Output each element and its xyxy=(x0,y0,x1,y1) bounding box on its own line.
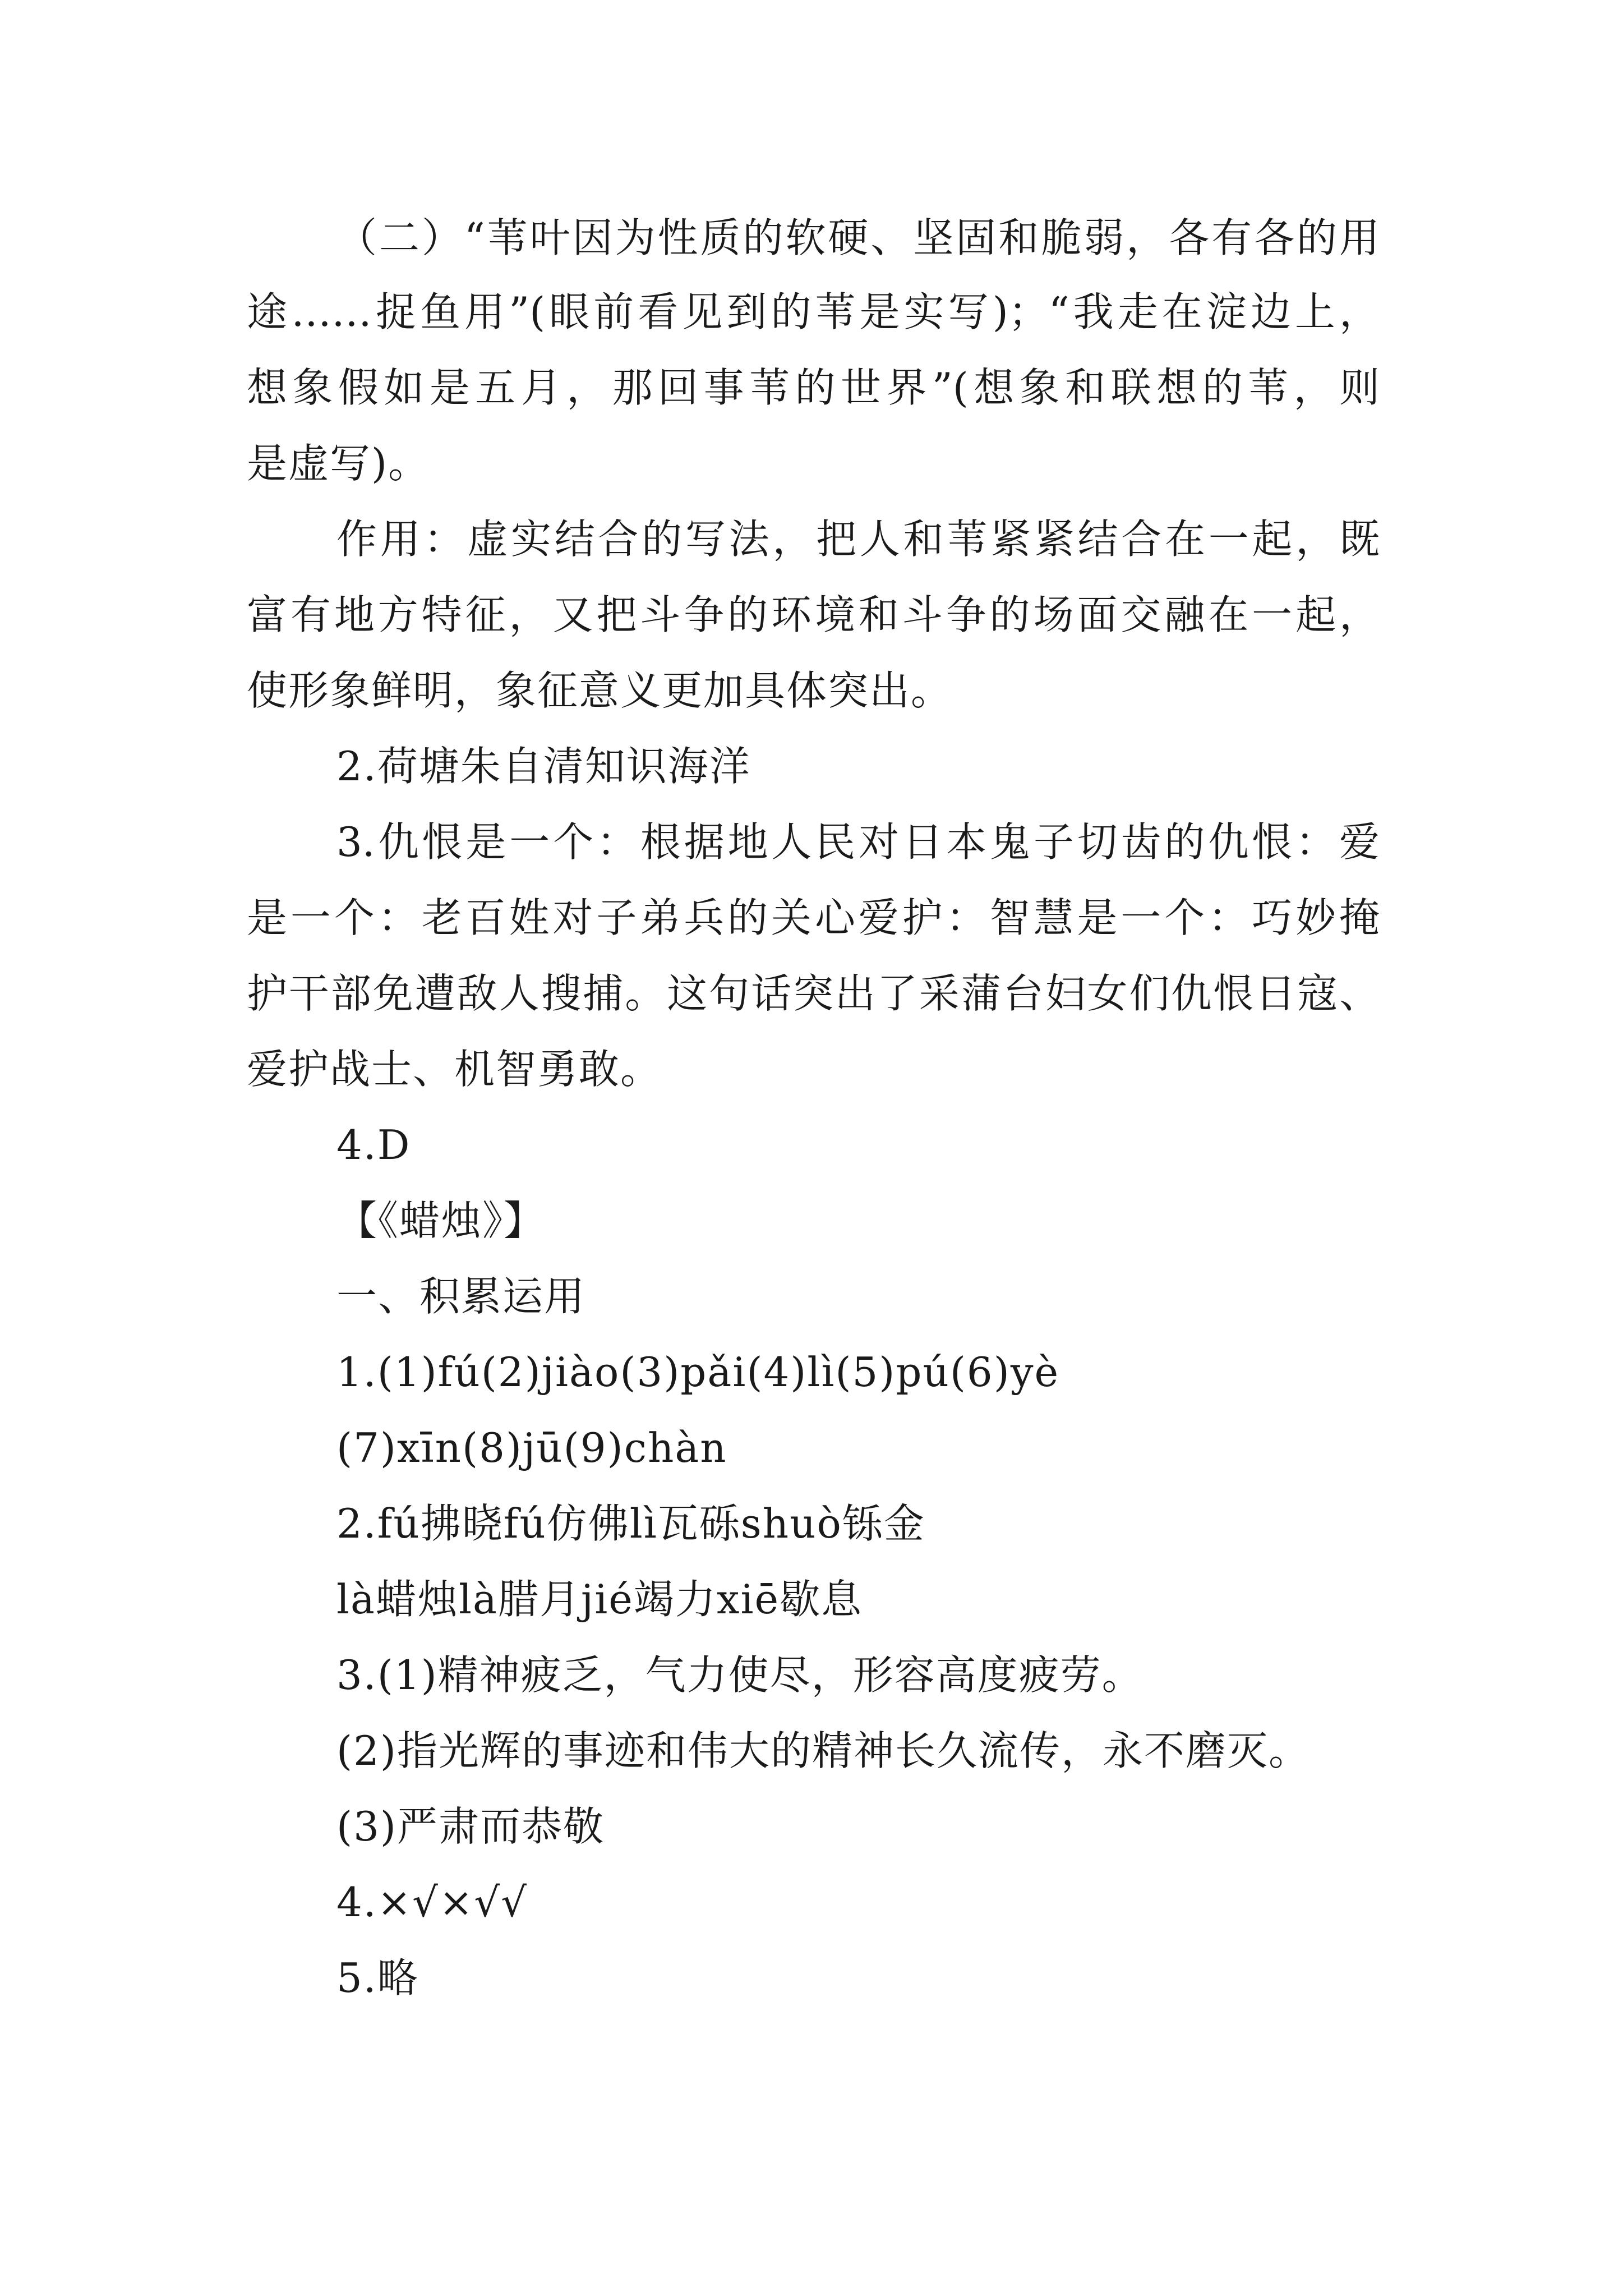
answer-3-line-4: 爱护战士、机智勇敢。 xyxy=(247,1046,662,1093)
effect-line-1: 作用：虚实结合的写法，把人和苇紧紧结合在一起，既 xyxy=(336,516,1380,563)
definition-answer-2: (2)指光辉的事迹和伟大的精神长久流传，永不磨灭。 xyxy=(336,1727,1310,1774)
section-title-candle: 【《蜡烛》】 xyxy=(336,1197,546,1244)
pinyin-answer-line-1: 1.(1)fú(2)jiào(3)pǎi(4)lì(5)pú(6)yè xyxy=(336,1349,1060,1396)
section-heading-accumulation: 一、积累运用 xyxy=(336,1273,586,1320)
answer-2: 2.荷塘朱自清知识海洋 xyxy=(336,743,751,790)
answer-4: 4.D xyxy=(336,1121,411,1168)
paragraph-2-line-1: （二）“苇叶因为性质的软硬、坚固和脆弱，各有各的用 xyxy=(336,214,1380,261)
definition-answer-1: 3.(1)精神疲乏，气力使尽，形容高度疲劳。 xyxy=(336,1651,1144,1699)
answer-3-line-3: 护干部免遭敌人搜捕。这句话突出了采蒲台妇女们仇恨日寇、 xyxy=(247,970,1380,1017)
paragraph-2-line-2: 途……捉鱼用”(眼前看见到的苇是实写)；“我走在淀边上， xyxy=(247,288,1380,335)
homophone-answer-line-2: là蜡烛là腊月jié竭力xiē歇息 xyxy=(336,1576,863,1623)
definition-answer-3: (3)严肃而恭敬 xyxy=(336,1803,605,1850)
paragraph-2-line-3: 想象假如是五月，那回事苇的世界”(想象和联想的苇，则 xyxy=(247,364,1380,411)
answer-3-line-2: 是一个：老百姓对子弟兵的关心爱护：智慧是一个：巧妙掩 xyxy=(247,894,1380,941)
true-false-answer: 4.×√×√√ xyxy=(336,1879,528,1926)
answer-3-line-1: 3.仇恨是一个：根据地人民对日本鬼子切齿的仇恨：爱 xyxy=(336,818,1380,866)
pinyin-answer-line-2: (7)xīn(8)jū(9)chàn xyxy=(336,1424,727,1471)
paragraph-2-line-4: 是虚写)。 xyxy=(247,440,430,487)
effect-line-3: 使形象鲜明，象征意义更加具体突出。 xyxy=(247,667,953,714)
homophone-answer-line-1: 2.fú拂晓fú仿佛lì瓦砾shuò铄金 xyxy=(336,1500,925,1547)
answer-5: 5.略 xyxy=(336,1954,419,2001)
effect-line-2: 富有地方特征，又把斗争的环境和斗争的场面交融在一起， xyxy=(247,591,1380,638)
